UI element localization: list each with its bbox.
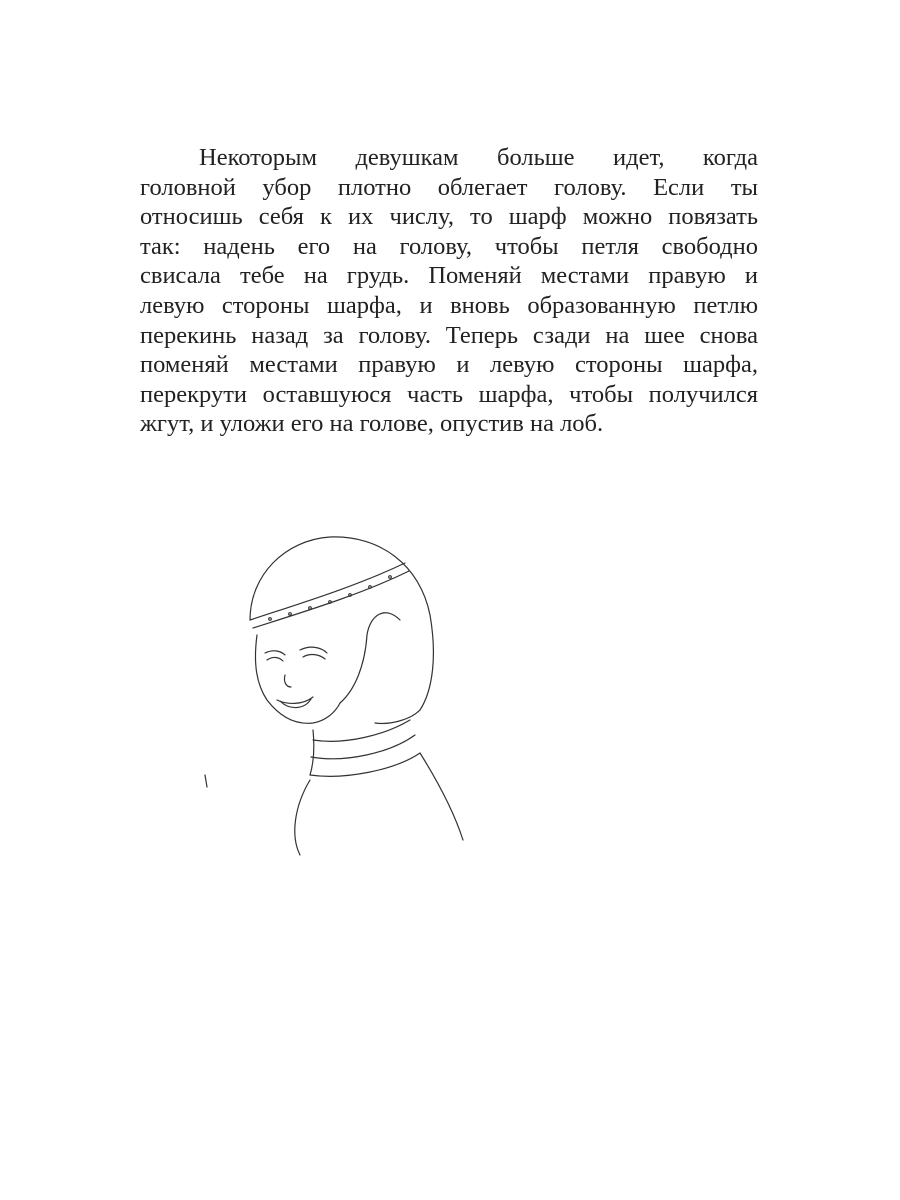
text-line: поменяй местами правую и левую стороны шарфа, xyxy=(140,351,758,379)
text-line: относишь себя к их числу, то шарф можно повязать xyxy=(140,203,758,231)
text-line: перекинь назад за голову. Теперь сзади на шее снова xyxy=(140,321,758,349)
text-line: жгут, и уложи его на голове, опустив на лоб. xyxy=(140,410,604,438)
text-line: так: надень его на голову, чтобы петля свободно xyxy=(140,232,758,260)
text-line: перекрути оставшуюся часть шарфа, чтобы получился xyxy=(140,380,758,408)
body-paragraph xyxy=(140,143,758,439)
woman-scarf-illustration xyxy=(195,525,485,885)
text-line: свисала тебе на грудь. Поменяй местами правую и xyxy=(140,262,758,290)
text-line: Некоторым девушкам больше идет, когда xyxy=(199,144,758,171)
text-line: левую стороны шарфа, и вновь образованную петлю xyxy=(140,291,758,319)
text-line: головной убор плотно облегает голову. Если ты xyxy=(140,173,758,201)
